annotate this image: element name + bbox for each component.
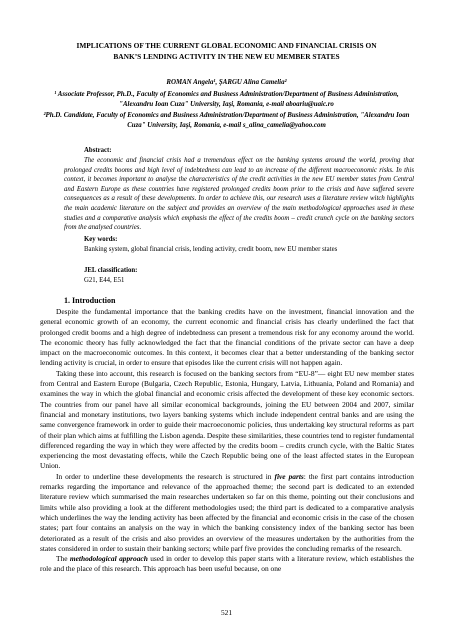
title-line-2: BANK’S LENDING ACTIVITY IN THE NEW EU MEMBER STATES <box>113 52 340 61</box>
paragraph-1: Despite the fundamental importance that the banking credits have on the investment, financial innovation and the general economic growth of an economy, the current economic and financial crisis has clearly underlined the fact that prolonged credit booms and a high degree of indebtedness can present a tremendous risk for any economy around the world. The economic theory has fully acknowledged the fact that the financial conditions of the private sector can have a deep impact on the macroeconomic outcomes. In this context, it becomes clear that a better understanding of the banking sector lending activity is crucial, in order to ensure that episodes like the current crisis will not happen again. <box>40 307 414 368</box>
paragraph-3-end: : the first part contains introduction remarks regarding the importance and relevance of the approached theme; the second part is dedicated to an extended literature review which summarised the main researches undertaken so far on this theme, pointing out their conclusions and limits while also providing a look at the different methodologies used; the third part is dedicated to a comparative analysis which underlines the way the lending activity has been affected by the financial and economic crisis in the case of the chosen states; part four contains an analysis on the way in which the banking consistency index of the banking sector has been deteriorated as a result of the crisis and also provides an overview of the measures undertaken by the authorities from the states considered in order to sustain their banking sectors; while parf five provides the concluding remarks of the research. <box>40 471 415 553</box>
page-number: 521 <box>220 608 233 617</box>
keywords-heading: Key words: <box>84 236 118 243</box>
abstract-text: The economic and financial crisis had a tremendous effect on the banking systems around the world, proving that prolonged credits booms and high level of indebtedness can lead to an increase of the different macroeconomic risks. In this context, it becomes important to analyse the characteristics of the credit activities in the new EU member states from Central and Eastern Europe as these countries have registered prolonged credits boom prior to the crisis and have suffered severe consequences as a result of these developments. In order to achieve this, our research uses a literature review witch highlights the main academic literature on the subject and provides an overview of the main methodological approaches used in these studies and a comparative analysis which emphasis the effect of the credits boom – credit crunch cycle on the banking sectors from the analysed countries. <box>64 157 414 232</box>
paragraph-3 <box>40 472 414 554</box>
author-block <box>40 78 413 132</box>
affiliation-1: ¹ Associate Professor, Ph.D., Faculty of Economics and Business Administration/Department of Business Administration, "Alexandru Ioan Cuza" University, Iaşi, Romania, e-mail aboariu@uaic.ro <box>54 90 399 108</box>
paragraph-3-emphasis: five parts <box>274 471 304 481</box>
affiliation-2: ²Ph.D. Candidate, Faculty of Economics and Business Administration/Department of Business Administration, "Alexandru Ioan Cuza" University, Iaşi, Romania, e-mail s_alina_camelia@yahoo.com <box>43 111 410 129</box>
abstract-heading: Abstract: <box>84 147 112 154</box>
introduction-body <box>40 307 414 575</box>
keywords-text: Banking system, global financial crisis, lending activity, credit boom, new EU member states <box>84 246 338 253</box>
authors: ROMAN Angela¹, ŞARGU Alina Camelia² <box>166 79 287 86</box>
paragraph-4 <box>40 554 414 575</box>
jel-heading: JEL classification: <box>84 267 138 274</box>
paragraph-4-emphasis: methodological approach <box>69 554 148 564</box>
paragraph-3-start: In order to underline these developments the research is structured in <box>56 471 275 481</box>
paragraph-2: Taking these into account, this research is focused on the banking sectors from “EU-8”— eight EU new member states from Central and Eastern Europe (Bulgaria, Czech Republic, Estonia, Hungary, Latvia, Lithuania, Poland and Romania) and examines the way in which the global financial and economic crisis affected the development of these key economic sectors. The countries from our panel have all similar economical backgrounds, joining the EU between 2004 and 2007, similar financial and monetary institutions, two layers banking systems which include independent central banks and are using the same convergence framework in order to guide their macroeconomic policies, thus undertaking key structural reforms as part of their plan which aims at fulfilling the Lisbon agenda. Despite these similarities, these countries tend to register fundamental differenced regarding the way in which they were affected by the credits boom – credits crunch cycle, with the Baltic States experiencing the most devastating effects, while the Czech Republic being one of the least affected states in the European Union. <box>40 368 414 471</box>
paragraph-4-end: used in order to develop this paper starts with a literature review, which establishes the role and the place of this research. This approach has been useful because, on one <box>40 554 414 574</box>
jel-text: G21, E44, E51 <box>84 277 125 284</box>
section-heading-introduction: 1. Introduction <box>64 296 116 305</box>
paper-title <box>40 40 413 62</box>
title-line-1: IMPLICATIONS OF THE CURRENT GLOBAL ECONOMIC AND FINANCIAL CRISIS ON <box>76 41 377 50</box>
paragraph-4-start: The <box>56 554 70 564</box>
